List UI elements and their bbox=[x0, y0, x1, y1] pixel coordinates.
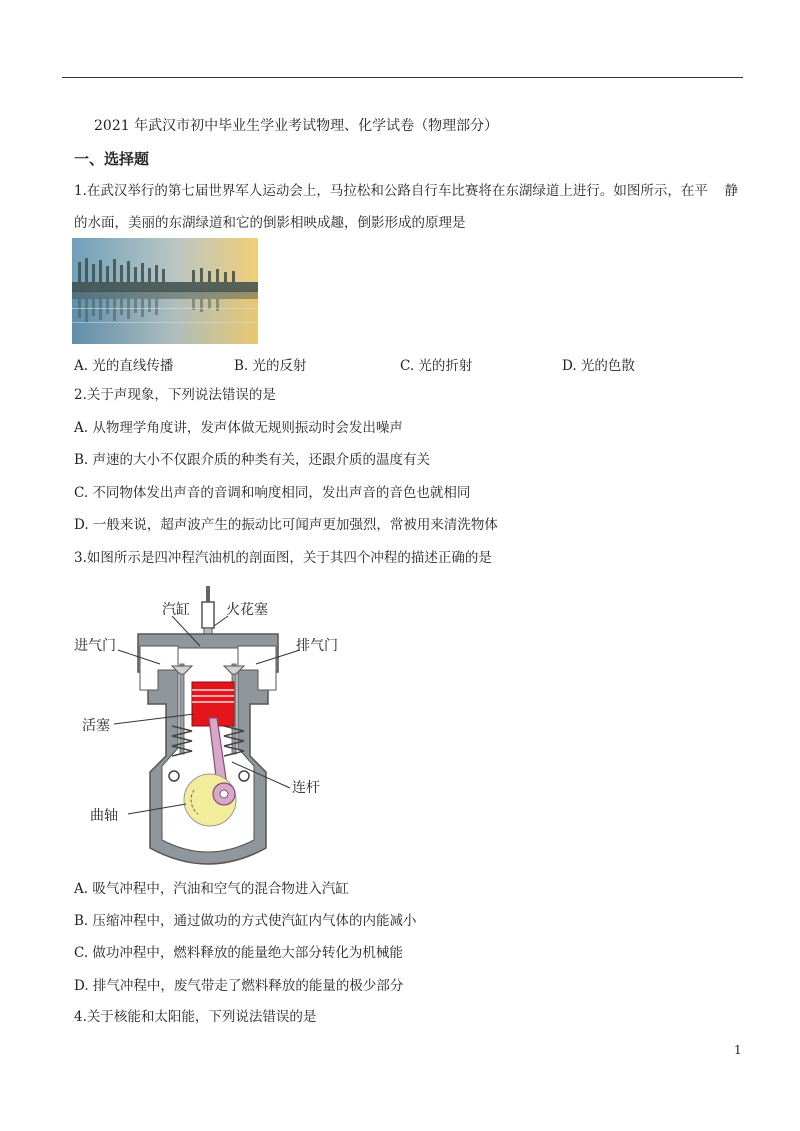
question-3-option-c[interactable]: C. 做功冲程中，燃料释放的能量绝大部分转化为机械能 bbox=[74, 945, 403, 961]
question-3-text: 3.如图所示是四冲程汽油机的剖面图，关于其四个冲程的描述正确的是 bbox=[74, 550, 492, 566]
question-2-option-a[interactable]: A. 从物理学角度讲，发声体做无规则振动时会发出噪声 bbox=[74, 420, 403, 436]
lake-reflection-photo bbox=[72, 238, 258, 344]
header-rule bbox=[62, 77, 743, 78]
question-1-option-a[interactable]: A. 光的直线传播 bbox=[74, 358, 174, 374]
page-number: 1 bbox=[734, 1043, 742, 1057]
label-exhaust-valve: 排气门 bbox=[296, 638, 338, 654]
label-crankshaft: 曲轴 bbox=[90, 808, 118, 824]
label-connecting-rod: 连杆 bbox=[292, 780, 320, 796]
label-cylinder: 汽缸 bbox=[162, 602, 190, 618]
question-1-option-c[interactable]: C. 光的折射 bbox=[400, 358, 473, 374]
question-4-text: 4.关于核能和太阳能，下列说法错误的是 bbox=[74, 1009, 317, 1025]
question-1-text-line1-end: 静 bbox=[724, 183, 738, 199]
section-heading: 一、选择题 bbox=[74, 150, 150, 168]
question-2-option-b[interactable]: B. 声速的大小不仅跟介质的种类有关，还跟介质的温度有关 bbox=[74, 452, 431, 468]
question-1-text-line1: 1.在武汉举行的第七届世界军人运动会上，马拉松和公路自行车比赛将在东湖绿道上进行。如图所示，在平 bbox=[74, 183, 708, 199]
question-1-option-d[interactable]: D. 光的色散 bbox=[562, 358, 635, 374]
question-2-option-c[interactable]: C. 不同物体发出声音的音调和响度相同，发出声音的音色也就相同 bbox=[74, 485, 471, 501]
question-3-option-b[interactable]: B. 压缩冲程中，通过做功的方式使汽缸内气体的内能减小 bbox=[74, 913, 417, 929]
question-1-option-b[interactable]: B. 光的反射 bbox=[234, 358, 307, 374]
label-intake-valve: 进气门 bbox=[74, 638, 116, 654]
paper-title: 2021 年武汉市初中毕业生学业考试物理、化学试卷（物理部分） bbox=[94, 118, 499, 134]
question-2-text: 2.关于声现象，下列说法错误的是 bbox=[74, 387, 276, 403]
question-3-option-d[interactable]: D. 排气冲程中，废气带走了燃料释放的能量的极少部分 bbox=[74, 978, 404, 994]
question-3-option-a[interactable]: A. 吸气冲程中，汽油和空气的混合物进入汽缸 bbox=[74, 881, 349, 897]
engine-cross-section-diagram bbox=[68, 586, 358, 868]
label-piston: 活塞 bbox=[82, 718, 110, 734]
label-spark-plug: 火花塞 bbox=[226, 602, 268, 618]
question-2-option-d[interactable]: D. 一般来说，超声波产生的振动比可闻声更加强烈，常被用来清洗物体 bbox=[74, 517, 498, 533]
question-1-text-line2: 的水面，美丽的东湖绿道和它的倒影相映成趣，倒影形成的原理是 bbox=[74, 215, 466, 231]
